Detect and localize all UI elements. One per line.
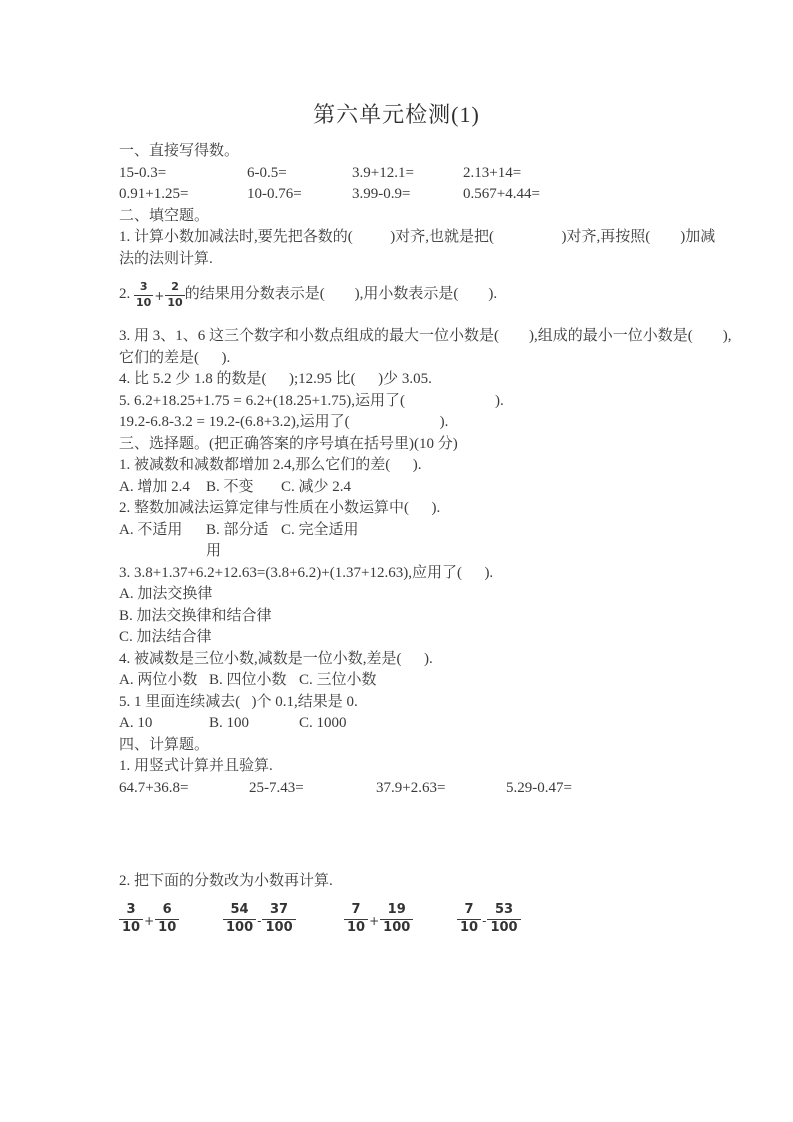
operator: + bbox=[369, 913, 380, 928]
fraction-denominator: 10 bbox=[136, 295, 152, 309]
fraction-denominator: 100 bbox=[265, 920, 293, 935]
section3-q4: 4. 被减数是三位小数,减数是一位小数,差是( ). bbox=[119, 650, 433, 667]
section3-q2-options bbox=[119, 520, 751, 563]
fraction-numerator: 37 bbox=[262, 903, 295, 920]
fraction-denominator: 10 bbox=[460, 920, 479, 935]
fraction-denominator: 100 bbox=[383, 920, 411, 935]
page-title: 第六单元检测(1) bbox=[313, 102, 480, 127]
operator: + bbox=[144, 913, 155, 928]
q2-prefix: 2. bbox=[119, 286, 134, 303]
fraction-numerator: 19 bbox=[380, 903, 413, 920]
section3-q1: 1. 被减数和减数都增加 2.4,那么它们的差( ). bbox=[119, 457, 422, 473]
fraction-expression bbox=[119, 903, 223, 936]
fraction-numerator: 7 bbox=[457, 903, 481, 920]
fraction bbox=[119, 903, 143, 936]
option-b: B. 不变 bbox=[206, 478, 254, 495]
option-c: C. 完全适用 bbox=[281, 521, 359, 538]
section2-q2 bbox=[119, 272, 751, 318]
fraction bbox=[155, 903, 179, 936]
calc-item: 3.99-0.9= bbox=[352, 186, 411, 202]
fraction-numerator: 53 bbox=[487, 903, 520, 920]
section3-q4-options bbox=[119, 670, 751, 692]
calc-item: 3.9+12.1= bbox=[352, 164, 414, 181]
section3-q1-options bbox=[119, 477, 751, 499]
option-b: B. 100 bbox=[209, 715, 250, 731]
section1-heading: 一、直接写得数。 bbox=[119, 143, 240, 159]
section2-q4: 4. 比 5.2 少 1.8 的数是( );12.95 比( )少 3.05. bbox=[119, 371, 432, 387]
section3-heading: 三、选择题。(把正确答案的序号填在括号里)(10 分) bbox=[119, 435, 458, 452]
calc-item: 15-0.3= bbox=[119, 164, 167, 181]
option-b: B. 部分适用 bbox=[206, 521, 269, 559]
calc-item: 37.9+2.63= bbox=[376, 779, 446, 796]
section4-heading: 四、计算题。 bbox=[119, 736, 210, 753]
fraction bbox=[344, 903, 368, 936]
calc-item: 64.7+36.8= bbox=[119, 779, 189, 796]
fraction-denominator: 10 bbox=[347, 920, 366, 935]
section2-q3-line2: 它们的差是( ). bbox=[119, 349, 231, 366]
option-a: A. 10 bbox=[119, 715, 153, 731]
option-c: C. 1000 bbox=[299, 715, 347, 731]
fraction-numerator: 2 bbox=[165, 281, 184, 295]
fraction bbox=[487, 903, 520, 936]
option-a: A. 增加 2.4 bbox=[119, 478, 190, 495]
operator: - bbox=[482, 913, 487, 928]
option-c: C. 三位小数 bbox=[299, 672, 377, 688]
fraction-expression bbox=[457, 903, 521, 936]
fraction-numerator: 6 bbox=[155, 903, 179, 920]
fraction bbox=[223, 903, 256, 936]
fraction-denominator: 10 bbox=[167, 295, 183, 309]
section2-q3-line1: 3. 用 3、1、6 这三个数字和小数点组成的最大一位小数是( ),组成的最小一位小数是( ), bbox=[119, 328, 732, 344]
fraction bbox=[262, 903, 295, 936]
fraction bbox=[165, 281, 184, 308]
option-a: A. 两位小数 bbox=[119, 672, 198, 688]
section4-calc-row bbox=[119, 778, 751, 800]
calc-item: 2.13+14= bbox=[463, 164, 522, 181]
section3-q3: 3. 3.8+1.37+6.2+12.63=(3.8+6.2)+(1.37+12.63),应用了( ). bbox=[119, 564, 494, 581]
fraction-expression bbox=[134, 281, 185, 308]
calc-item: 0.567+4.44= bbox=[463, 186, 540, 202]
section2-q5-line1: 5. 6.2+18.25+1.75 = 6.2+(18.25+1.75),运用了( ). bbox=[119, 392, 504, 409]
option-b: B. 四位小数 bbox=[209, 672, 287, 688]
fraction-denominator: 100 bbox=[226, 920, 254, 935]
fraction bbox=[380, 903, 413, 936]
section2-q1-line2: 法的法则计算. bbox=[119, 250, 213, 267]
fraction-expression bbox=[344, 903, 457, 936]
section2-heading: 二、填空题。 bbox=[119, 207, 210, 224]
section2-q5-line2: 19.2-6.8-3.2 = 19.2-(6.8+3.2),运用了( ). bbox=[119, 414, 449, 430]
calc-item: 0.91+1.25= bbox=[119, 186, 189, 202]
fraction bbox=[134, 281, 153, 308]
q2-suffix: 的结果用分数表示是( ),用小数表示是( ). bbox=[184, 286, 498, 303]
section2-q1-line1: 1. 计算小数加减法时,要先把各数的( )对齐,也就是把( )对齐,再按照( )加减 bbox=[119, 229, 716, 245]
option-c: C. 减少 2.4 bbox=[281, 478, 352, 495]
fraction-numerator: 54 bbox=[223, 903, 256, 920]
calc-item: 5.29-0.47= bbox=[506, 779, 572, 796]
calc-item: 6-0.5= bbox=[247, 164, 287, 181]
fraction-expression bbox=[223, 903, 344, 936]
fraction-denominator: 10 bbox=[122, 920, 141, 935]
operator: - bbox=[257, 913, 262, 928]
fraction-numerator: 3 bbox=[134, 281, 153, 295]
operator: + bbox=[154, 289, 165, 304]
section1-row2 bbox=[119, 184, 751, 206]
fraction bbox=[457, 903, 481, 936]
section4-q2: 2. 把下面的分数改为小数再计算. bbox=[119, 873, 333, 889]
section4-fraction-row bbox=[119, 900, 751, 940]
section3-q5-options bbox=[119, 713, 751, 735]
fraction-numerator: 7 bbox=[344, 903, 368, 920]
section1-row1 bbox=[119, 163, 751, 185]
section3-q2: 2. 整数加减法运算定律与性质在小数运算中( ). bbox=[119, 500, 441, 516]
option-a: A. 不适用 bbox=[119, 521, 183, 538]
worksheet-content bbox=[119, 141, 751, 940]
fraction-numerator: 3 bbox=[119, 903, 143, 920]
fraction-denominator: 100 bbox=[490, 920, 518, 935]
section3-q3-option-b: B. 加法交换律和结合律 bbox=[119, 607, 272, 624]
section3-q3-option-a: A. 加法交换律 bbox=[119, 586, 213, 602]
fraction-denominator: 10 bbox=[158, 920, 177, 935]
calc-item: 25-7.43= bbox=[249, 779, 304, 796]
calc-item: 10-0.76= bbox=[247, 186, 302, 202]
section4-q1: 1. 用竖式计算并且验算. bbox=[119, 758, 273, 774]
section3-q3-option-c: C. 加法结合律 bbox=[119, 629, 212, 645]
section3-q5: 5. 1 里面连续减去( )个 0.1,结果是 0. bbox=[119, 693, 358, 710]
